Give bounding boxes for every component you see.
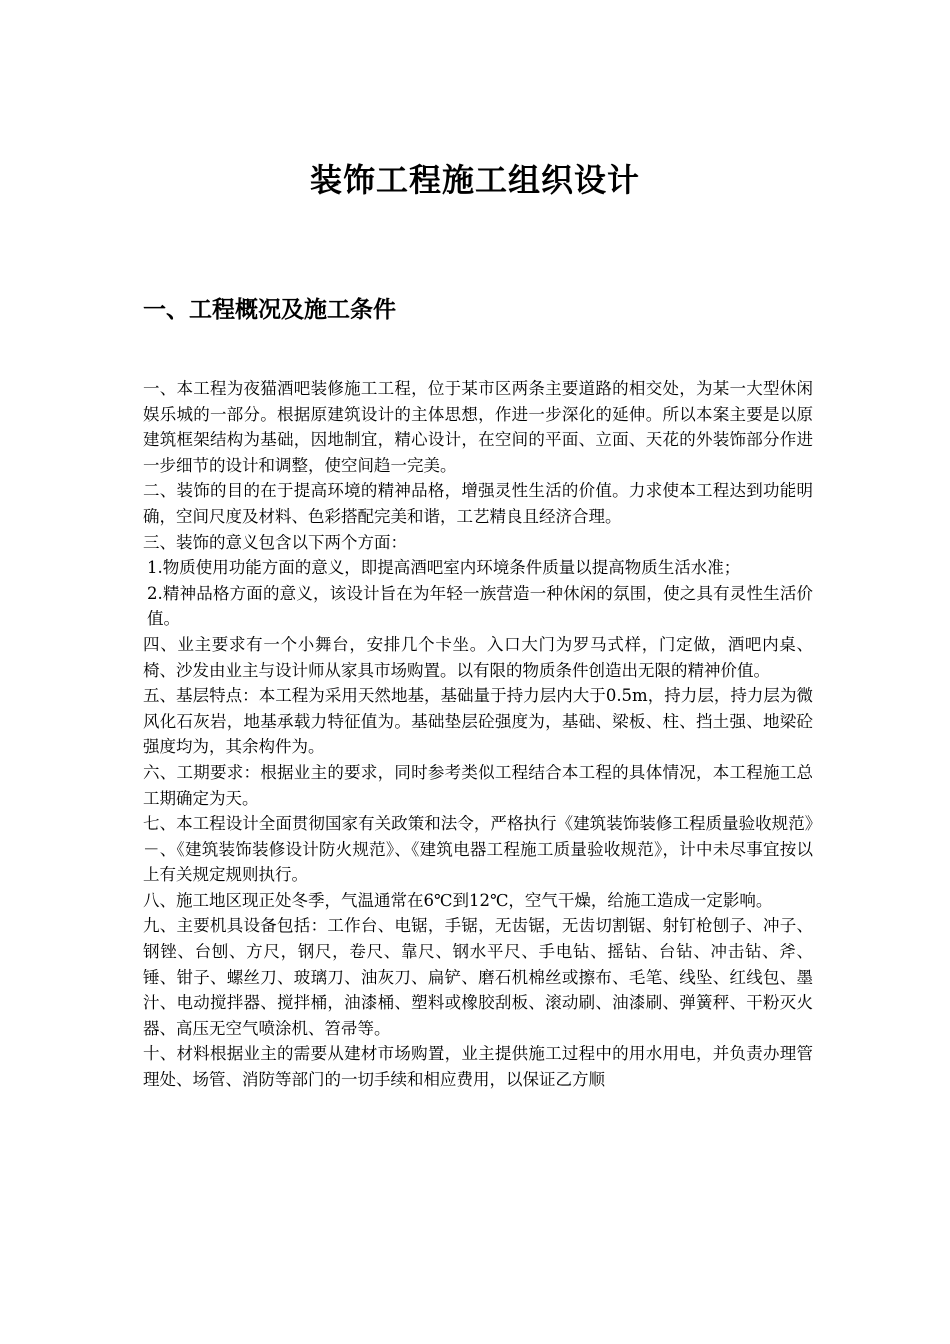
paragraph-4: 四、业主要求有一个小舞台，安排几个卡坐。入口大门为罗马式样，门定做，酒吧内桌、椅、沙发由业主与设计师从家具市场购置。以有限的物质条件创造出无限的精神价值。 (143, 634, 813, 680)
document-body (143, 376, 813, 1093)
document-title: 装饰工程施工组织设计 (309, 161, 640, 199)
paragraph-8: 八、施工地区现正处冬季，气温通常在6℃到12℃，空气干燥，给施工造成一定影响。 (143, 890, 773, 910)
paragraph-1: 一、本工程为夜猫酒吧装修施工工程，位于某市区两条主要道路的相交处，为某一大型休闲娱乐城的一部分。根据原建筑设计的主体思想，作进一步深化的延伸。所以本案主要是以原建筑框架结构为基础，因地制宜，精心设计，在空间的平面、立面、天花的外装饰部分作进一步细节的设计和调整，使空间趋一完美。 (143, 379, 813, 475)
paragraph-3-item-2: 2.精神品格方面的意义，该设计旨在为年轻一族营造一种休闲的氛围，使之具有灵性生活价值。 (147, 583, 813, 629)
paragraph-3-item-1: 1.物质使用功能方面的意义，即提高酒吧室内环境条件质量以提高物质生活水准； (147, 558, 741, 578)
paragraph-9: 九、主要机具设备包括：工作台、电锯，手锯，无齿锯，无齿切割锯、射钉枪刨子、冲子、钢锉、台刨、方尺，钢尺，卷尺、靠尺、钢水平尺、手电钻、摇钻、台钻、冲击钻、斧、锤、钳子、螺丝刀、玻璃刀、油灰刀、扁铲、磨石机棉丝或擦布、毛笔、线坠、红线包、墨汁、电动搅拌器、搅拌桶，油漆桶、塑料或橡胶刮板、滚动刷、油漆刷、弹簧秤、干粉灭火器、高压无空气喷涂机、笤帚等。 (143, 916, 813, 1038)
paragraph-2: 二、装饰的目的在于提高环境的精神品格，增强灵性生活的价值。力求使本工程达到功能明确，空间尺度及材料、色彩搭配完美和谐，工艺精良且经济合理。 (143, 481, 813, 526)
section-heading: 一、工程概况及施工条件 (143, 297, 396, 323)
paragraph-5: 五、基层特点：本工程为采用天然地基，基础量于持力层内大于0.5m，持力层，持力层为微风化石灰岩，地基承载力特征值为。基础垫层砼强度为，基础、梁板、柱、挡土强、地梁砼强度均为，其余构件为。 (143, 686, 813, 757)
paragraph-6: 六、工期要求：根据业主的要求，同时参考类似工程结合本工程的具体情况，本工程施工总工期确定为天。 (143, 762, 813, 808)
paragraph-3: 三、装饰的意义包含以下两个方面： (143, 532, 407, 552)
paragraph-7: 七、本工程设计全面贯彻国家有关政策和法令，严格执行《建筑装饰装修工程质量验收规范》－、《建筑装饰装修设计防火规范》、《建筑电器工程施工质量验收规范》，计中未尽事宜按以上有关规定规则执行。 (143, 814, 813, 885)
paragraph-10: 十、材料根据业主的需要从建材市场购置，业主提供施工过程中的用水用电，并负责办理管理处、场管、消防等部门的一切手续和相应费用，以保证乙方顺 (143, 1044, 813, 1090)
